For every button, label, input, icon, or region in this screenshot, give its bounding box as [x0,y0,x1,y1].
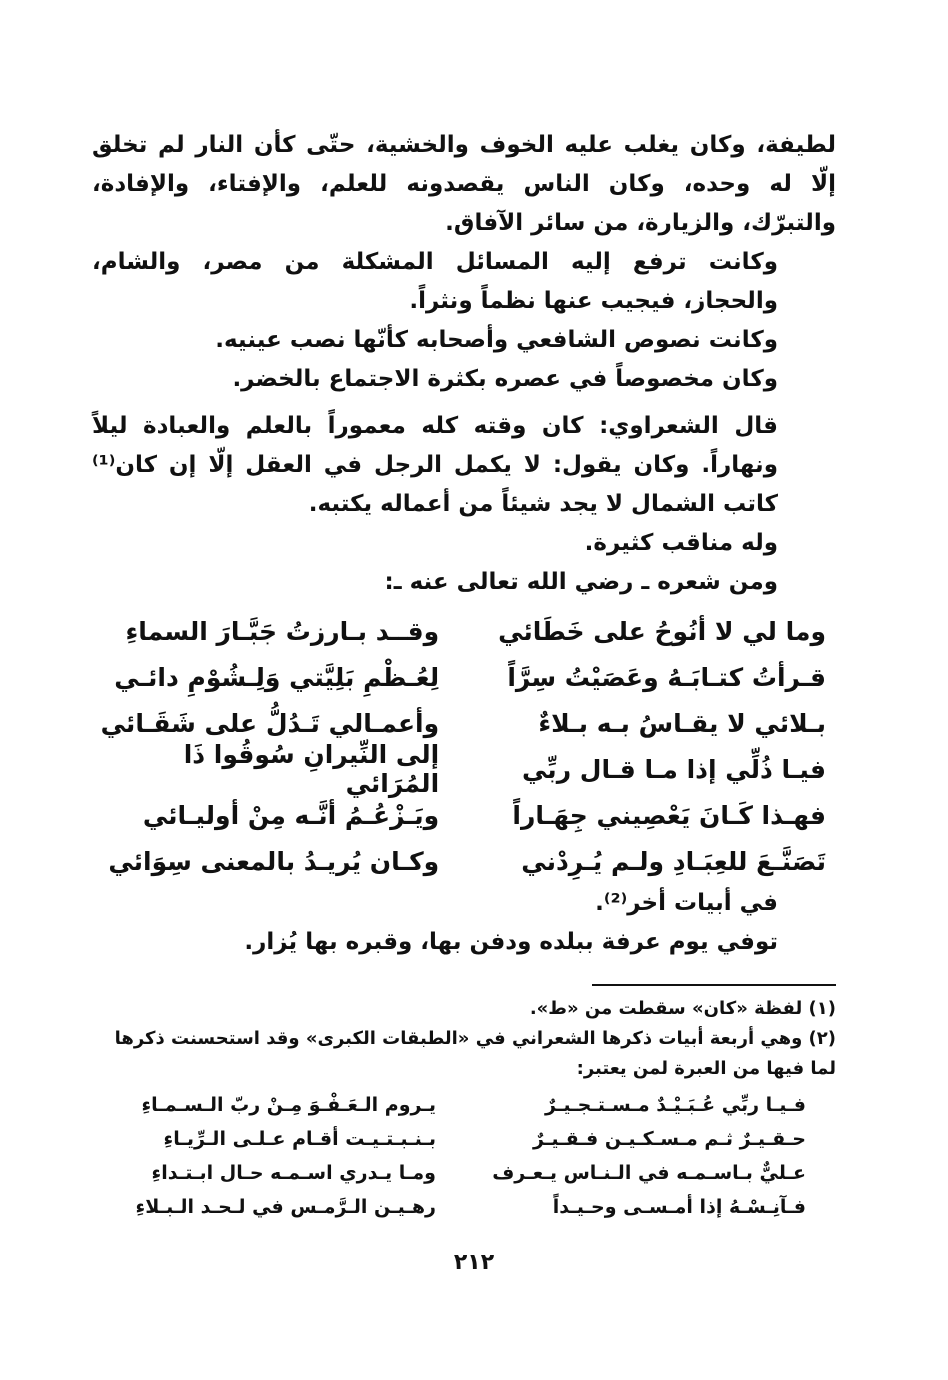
verse-second-hemistich: ومـا يـدري اسـمـه حـال ابـتـداءِ [151,1162,436,1184]
verse-second-hemistich: وقــد بـارزتُ جَبَّـارَ السماءِ [125,616,440,646]
verse-first-hemistich: وما لي لا أنُوحُ على خَطَائي [498,616,826,646]
verse-second-hemistich: يـروم الـعَـفْـوَ مِـنْ ربّ الـسـمـاءِ [141,1094,436,1116]
footnote-verse [92,1156,836,1190]
poem-verse [92,654,836,700]
poem-verse [92,792,836,838]
main-text [92,126,836,962]
poem-verse [92,740,836,798]
paragraph: وله مناقب كثيرة. [584,530,778,556]
verse-first-hemistich: فـيـا ربِّي عُـبَـيْـدٌ مـسـتـجـيـرٌ [545,1094,806,1116]
footnote: (٢) وهي أربعة أبيات ذكرها الشعراني في «الطبقات الكبرى» وقد استحسنت ذكرها لما فيها من العبرة لمن يعتبر: [114,1028,836,1079]
paragraph: وكانت ترفع إليه المسائل المشكلة من مصر، والشام، والحجاز، فيجيب عنها نظماً ونثراً. [92,249,778,314]
poem-verse [92,838,836,884]
footnote-verse [92,1122,836,1156]
verse-first-hemistich: فهـذا كَـانَ يَعْصِيني جِهَـاراً [512,800,826,830]
verse-first-hemistich: فـآنِـسْـهُ إذا أمـسـى وحـيـداً [552,1196,806,1218]
verse-first-hemistich: فيـا ذُلِّي إذا مـا قـال ربِّي [522,754,826,784]
paragraph: ومن شعره ـ رضي الله تعالى عنه ـ: [384,569,778,595]
verse-second-hemistich: إلى النِّيرانِ سُوقُوا ذَا المُرَائي [183,740,440,798]
paragraph: لطيفة، وكان يغلب عليه الخوف والخشية، حتّى كأن النار لم تخلق إلّا له وحده، وكان الناس يقصدونه للعلم، والإفتاء، والإفادة، والتبرّك، والزيارة، من سائر الآفاق. [92,132,836,236]
footnote-poem [92,1088,836,1224]
footnote-verse [92,1190,836,1224]
verse-second-hemistich: وأعمـالي تَـدُلُّ على شَقَـائي [100,708,440,738]
footnote-separator [592,984,836,986]
footnote: (١) لفظة «كان» سقطت من «ط». [529,998,836,1019]
footnotes [92,994,836,1224]
verse-first-hemistich: قـرأتُ كتـابَـهُ وعَصَيْتُ سِرَّاً [507,662,826,692]
verse-first-hemistich: بـلائي لا يقـاسُ بـه بـلاءٌ [538,708,826,738]
poem-verse [92,608,836,654]
footnote-verse [92,1088,836,1122]
verse-second-hemistich: لِعُـظْمِ بَلِيَّتي وَلِـشُوْمِ دائـي [114,662,440,692]
paragraph: وكانت نصوص الشافعي وأصحابه كأنّها نصب عينيه. [215,327,778,353]
page-number: ٢١٢ [453,1250,495,1275]
verse-first-hemistich: حـقـيـرٌ ثـم مـسـكـيـن فـقـيـرٌ [533,1128,806,1150]
paragraph: في أبيات أخر⁽²⁾. [595,890,778,916]
paragraph: قال الشعراوي: كان وقته كله معموراً بالعلم والعبادة ليلاً ونهاراً. وكان يقول: لا يكمل الرجل في العقل إلّا إن كان⁽¹⁾ كاتب الشمال لا يجد شيئاً من أعماله يكتبه. [92,413,778,517]
paragraph: توفي يوم عرفة ببلده ودفن بها، وقبره بها يُزار. [244,929,778,955]
verse-first-hemistich: تَصَنَّـعَ للعِبَـادِ ولـم يُـرِدْني [521,846,826,876]
verse-second-hemistich: بـنـبـتـيـت أقـام عـلـى الـرِّيـاءِ [163,1128,436,1150]
verse-first-hemistich: عـليٌّ بـاسـمـه في الـنـاس يـعـرف [492,1162,806,1184]
poem [92,608,836,884]
paragraph: وكان مخصوصاً في عصره بكثرة الاجتماع بالخضر. [232,366,778,392]
verse-second-hemistich: رهـيـن الـرَّمـس في لـحـد الـبـلاءِ [135,1196,436,1218]
verse-second-hemistich: وكـان يُريـدُ بالمعنى سِوَائي [108,846,440,876]
verse-second-hemistich: ويَـزْعُـمُ أنَّـه مِنْ أوليـائي [142,800,440,830]
